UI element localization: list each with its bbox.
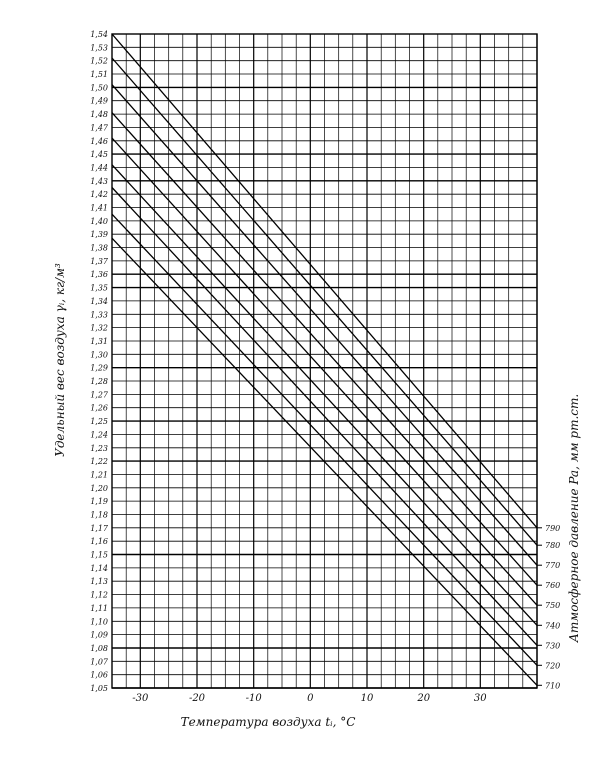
y-tick-label: 1,12 (90, 590, 108, 600)
y-tick-label: 1,07 (90, 657, 108, 667)
pressure-tick-label: 780 (545, 541, 561, 551)
y2-axis-label: Атмосферное давление Pa, мм рт.ст. (567, 393, 581, 643)
chart-grid (112, 34, 537, 688)
pressure-tick-label: 790 (545, 523, 561, 533)
pressure-tick-label: 760 (545, 581, 561, 591)
x-tick-label: 10 (360, 693, 374, 704)
x-tick-label: 0 (307, 693, 314, 704)
x-tick-label: -10 (245, 693, 262, 704)
y-tick-label: 1,16 (90, 537, 108, 547)
y-tick-label: 1,11 (90, 603, 108, 613)
y-tick-label: 1,23 (90, 443, 108, 453)
y-tick-label: 1,24 (90, 430, 108, 440)
x-tick-label: -30 (132, 693, 149, 704)
pressure-tick-label: 710 (545, 681, 561, 691)
y-tick-label: 1,54 (90, 30, 108, 39)
pressure-tick-labels (537, 524, 560, 691)
y-tick-label: 1,43 (90, 176, 108, 186)
y-tick-label: 1,50 (90, 83, 108, 93)
x-tick-label: 30 (473, 693, 487, 704)
y-tick-label: 1,45 (90, 150, 108, 160)
y-tick-label: 1,06 (90, 670, 108, 680)
y-tick-label: 1,30 (90, 350, 108, 360)
x-tick-labels (132, 693, 487, 704)
x-axis-label: Температура воздуха tᵢ, °С (180, 715, 356, 729)
y-tick-label: 1,33 (90, 310, 108, 320)
y-tick-label: 1,20 (90, 483, 108, 493)
y-tick-label: 1,37 (90, 256, 108, 266)
y-tick-label: 1,13 (90, 577, 108, 587)
y-tick-label: 1,44 (90, 163, 108, 173)
y-tick-label: 1,26 (90, 403, 108, 413)
y-tick-label: 1,31 (90, 337, 108, 346)
y-tick-label: 1,39 (90, 230, 108, 240)
y-tick-label: 1,51 (90, 70, 108, 79)
y-tick-label: 1,08 (90, 644, 108, 653)
y-tick-label: 1,19 (90, 497, 108, 507)
y-tick-label: 1,17 (90, 523, 108, 533)
y-tick-label: 1,05 (90, 684, 108, 693)
x-tick-label: 20 (417, 693, 431, 704)
y-tick-label: 1,38 (90, 243, 108, 253)
y-tick-label: 1,27 (90, 390, 108, 400)
y-tick-label: 1,46 (90, 136, 108, 146)
y-tick-label: 1,41 (90, 203, 108, 213)
y-tick-label: 1,32 (90, 323, 108, 333)
y-tick-label: 1,53 (90, 43, 108, 53)
pressure-tick-label: 770 (545, 561, 561, 571)
y-tick-label: 1,36 (90, 270, 108, 280)
y-tick-label: 1,15 (90, 550, 108, 560)
y-tick-label: 1,47 (90, 123, 108, 133)
y-tick-label: 1,49 (90, 96, 108, 106)
pressure-tick-label: 750 (545, 601, 561, 611)
y-tick-label: 1,10 (90, 617, 108, 627)
y-tick-label: 1,35 (90, 283, 108, 293)
pressure-tick-label: 720 (545, 661, 561, 671)
y-tick-label: 1,48 (90, 110, 108, 120)
y-tick-label: 1,25 (90, 417, 108, 427)
y-tick-label: 1,42 (90, 190, 108, 200)
y-tick-labels (90, 30, 109, 693)
y-tick-label: 1,22 (90, 457, 108, 467)
y-tick-label: 1,29 (90, 363, 108, 373)
y-tick-label: 1,52 (90, 56, 108, 66)
y-tick-label: 1,18 (90, 510, 108, 520)
pressure-tick-label: 740 (545, 621, 561, 631)
pressure-tick-label: 730 (545, 641, 561, 651)
y-axis-label: Удельный вес воздуха γᵢ, кг/м³ (53, 263, 67, 457)
y-tick-label: 1,34 (90, 296, 108, 306)
y-tick-label: 1,14 (90, 563, 108, 573)
y-tick-label: 1,21 (90, 470, 108, 480)
y-tick-label: 1,09 (90, 630, 108, 640)
y-tick-label: 1,40 (90, 216, 108, 226)
x-tick-label: -20 (188, 693, 206, 704)
y-tick-label: 1,28 (90, 377, 108, 386)
